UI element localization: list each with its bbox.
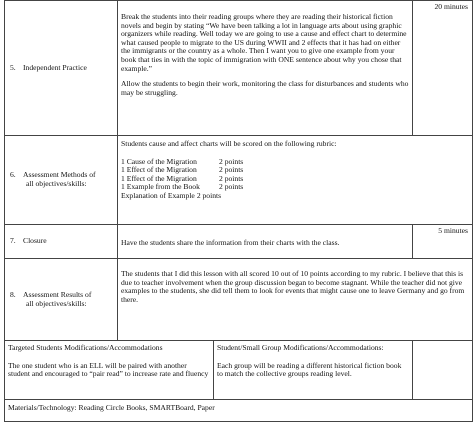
- row-number: 5.: [10, 62, 16, 72]
- row-number: 8.: [10, 289, 16, 299]
- targeted-modifications-cell: [5, 341, 413, 400]
- row-title: Closure: [23, 236, 47, 246]
- instruction-paragraph: Allow the students to begin their work, monitoring the class for disturbances and students who may be struggling.: [121, 79, 409, 97]
- row-content-cell: [118, 259, 473, 341]
- instruction-paragraph: Break the students into their reading groups where they are reading their historical fiction novels and begin by stating “We have been talking a lot in language arts about using graphic organizers while reading. Well today we are going to use a cause and effect chart to determine what caused people to migrate to the US during WWII and 2 effects that it has had on either the immigrants or the country as a whole. Then I want you to give one example from your book that ties in with the topic of immigration with ONE sentence about why you chose that example.”: [121, 12, 407, 73]
- row-label: [5, 171, 96, 188]
- rubric-points: 2 points: [219, 156, 244, 166]
- row-materials: [5, 400, 473, 422]
- time-cell: [413, 1, 473, 136]
- row-number: 6.: [10, 170, 16, 180]
- rubric-criterion: 1 Example from the Book: [121, 182, 200, 192]
- rubric-list: [121, 158, 469, 201]
- rubric-criterion: 1 Effect of the Migration: [121, 165, 197, 175]
- row-label: [5, 64, 87, 73]
- group-modifications-overflow-cell: [413, 341, 473, 400]
- group-modifications-text: Each group will be reading a different historical fiction book to match the collective groups reading level.: [217, 360, 402, 379]
- row-label: [5, 291, 91, 308]
- row-independent-practice: [5, 1, 473, 136]
- row-content-cell: [118, 136, 473, 225]
- row-modifications: [5, 341, 473, 400]
- rubric-intro: Students cause and affect charts will be scored on the following rubric:: [121, 139, 337, 148]
- rubric-points: 2 points: [219, 165, 244, 175]
- row-label-cell: [5, 259, 118, 341]
- row-title: Assessment Methods of: [23, 170, 96, 180]
- row-label-cell: [5, 1, 118, 136]
- row-label-cell: [5, 136, 118, 225]
- rubric-criterion: 1 Effect of the Migration: [121, 173, 197, 183]
- materials-text: Materials/Technology: Reading Circle Books, SMARTBoard, Paper: [8, 403, 215, 412]
- row-content-cell: [118, 1, 413, 136]
- targeted-modifications-header: Targeted Students Modifications/Accommodations: [8, 343, 163, 352]
- row-closure: [5, 225, 473, 259]
- row-content-cell: [118, 225, 413, 259]
- time-estimate: 20 minutes: [434, 2, 468, 11]
- row-number: 7.: [10, 236, 16, 246]
- targeted-modifications-text: The one student who is an ELL will be paired with another student and encouraged to “pair read” to increase rate and fluency: [8, 360, 209, 379]
- group-modifications-header: Student/Small Group Modifications/Accommodations:: [217, 343, 384, 352]
- rubric-item: [121, 192, 469, 201]
- row-title: Assessment Results of: [23, 289, 92, 299]
- row-assessment-methods: [5, 136, 473, 225]
- closure-text: Have the students share the information from their charts with the class.: [121, 238, 340, 247]
- row-label: [5, 237, 47, 246]
- rubric-points: 2 points: [196, 190, 222, 200]
- rubric-points: 2 points: [219, 173, 244, 183]
- time-cell: [413, 225, 473, 259]
- row-label-cell: [5, 225, 118, 259]
- row-title-line-2: all objectives/skills:: [26, 179, 87, 188]
- rubric-points: 2 points: [219, 182, 244, 192]
- row-assessment-results: [5, 259, 473, 341]
- time-estimate: 5 minutes: [438, 226, 468, 235]
- results-text: The students that I did this lesson with all scored 10 out of 10 points according to my rubric. I believe that this is due to teacher involvement when the group discussion began to become stagnant. While the teacher did not give examples to the students, she did tell them to look for events that might cause one to leave Germany and go from there.: [121, 269, 465, 304]
- group-modifications-cell: [214, 341, 412, 399]
- materials-cell: [5, 400, 473, 422]
- lesson-plan-table: [4, 0, 473, 422]
- rubric-criterion: 1 Cause of the Migration: [121, 156, 197, 166]
- row-title: Independent Practice: [23, 62, 87, 72]
- row-title-line-2: all objectives/skills:: [26, 298, 87, 308]
- rubric-criterion: Explanation of Example: [121, 190, 195, 200]
